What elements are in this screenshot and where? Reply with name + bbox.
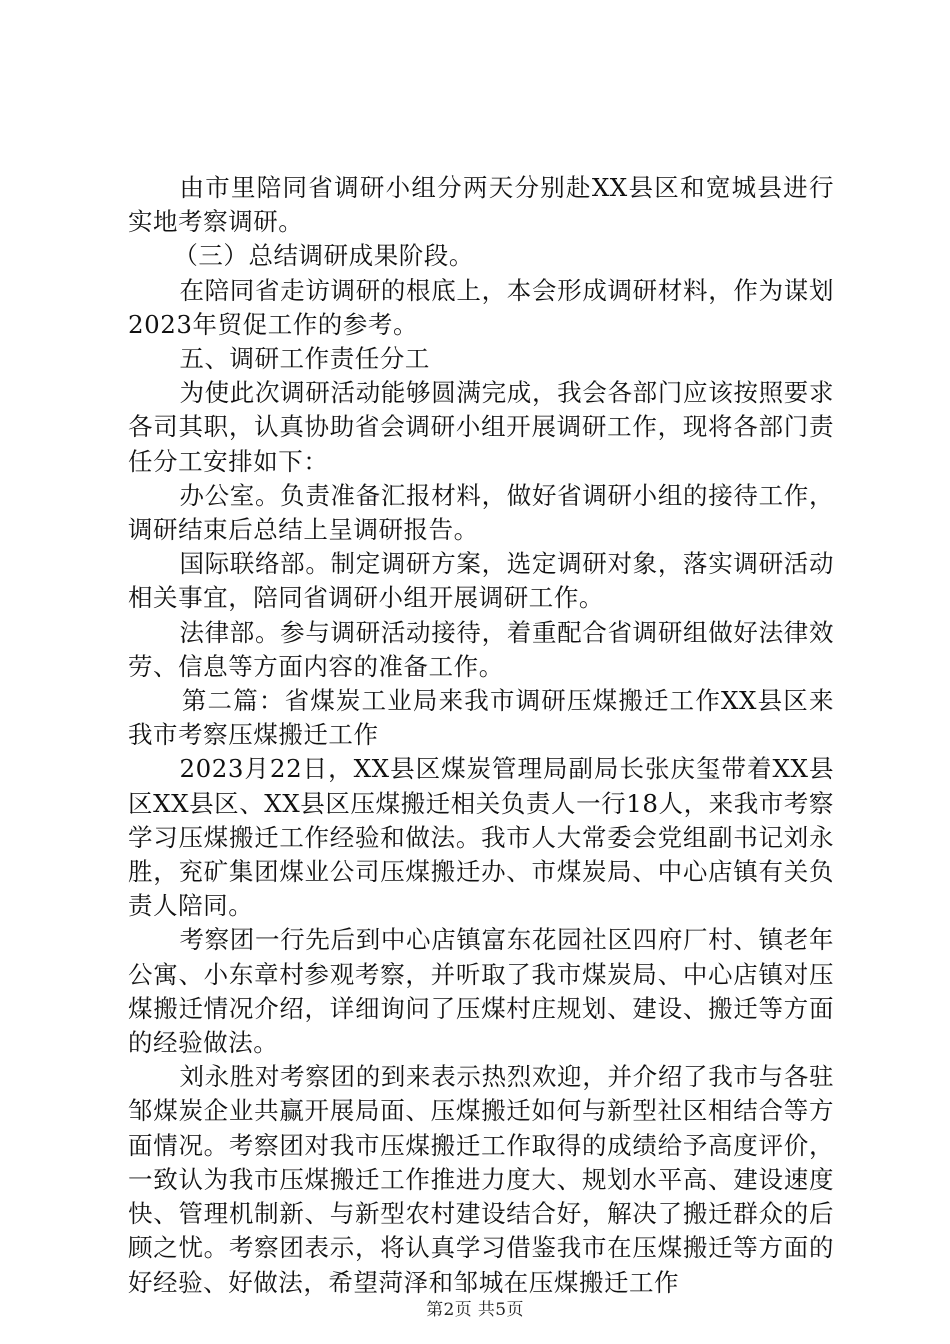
paragraph-field-inspection: 由市里陪同省调研小组分两天分别赴XX县区和宽城县进行实地考察调研。 — [128, 173, 834, 237]
paragraph-division-of-work: 为使此次调研活动能够圆满完成，我会各部门应该按照要求各司其职，认真协助省会调研小组开展调研工作，现将各部门责任分工安排如下： — [128, 378, 834, 476]
section-heading-responsibilities: 五、调研工作责任分工 — [179, 344, 430, 374]
paragraph-evaluation: 刘永胜对考察团的到来表示热烈欢迎，并介绍了我市与各驻邹煤炭企业共赢开展局面、压煤搬迁如何与新型社区相结合等方面情况。考察团对我市压煤搬迁工作取得的成绩给予高度评价，一致认为我市压煤搬迁工作推进力度大、规划水平高、建设速度快、管理机制新、与新型农村建设结合好，解决了搬迁群众的后顾之忧。考察团表示，将认真学习借鉴我市在压煤搬迁等方面的好经验、好做法，希望菏泽和邹城在压煤搬迁工作 — [128, 1062, 834, 1297]
chapter-two-title: 第二篇：省煤炭工业局来我市调研压煤搬迁工作XX县区来我市考察压煤搬迁工作 — [128, 686, 834, 750]
paragraph-office-duties: 办公室。负责准备汇报材料，做好省调研小组的接待工作，调研结束后总结上呈调研报告。 — [128, 480, 834, 545]
paragraph-legal-department: 法律部。参与调研活动接待，着重配合省调研组做好法律效劳、信息等方面内容的准备工作。 — [128, 617, 834, 681]
page-footer — [0, 1298, 950, 1322]
paragraph-international-liaison: 国际联络部。制定调研方案，选定调研对象，落实调研活动相关事宜，陪同省调研小组开展调研工作。 — [128, 549, 834, 613]
paragraph-delegation-visit: 2023月22日，XX县区煤炭管理局副局长张庆玺带着XX县区XX县区、XX县区压煤搬迁相关负责人一行18人，来我市考察学习压煤搬迁工作经验和做法。我市人大常委会党组副书记刘永胜，兖矿集团煤业公司压煤搬迁办、市煤炭局、中心店镇有关负责人陪同。 — [128, 754, 834, 921]
section-heading-summary-stage: （三）总结调研成果阶段。 — [173, 241, 474, 271]
page-number: 第2页 共5页 — [426, 1300, 524, 1320]
document-body — [128, 171, 834, 1300]
paragraph-research-materials: 在陪同省走访调研的根底上，本会形成调研材料，作为谋划2023年贸促工作的参考。 — [128, 275, 834, 339]
paragraph-site-tour: 考察团一行先后到中心店镇富东花园社区四府厂村、镇老年公寓、小东章村参观考察，并听取了我市煤炭局、中心店镇对压煤搬迁情况介绍，详细询问了压煤村庄规划、建设、搬迁等方面的经验做法。 — [128, 925, 834, 1058]
